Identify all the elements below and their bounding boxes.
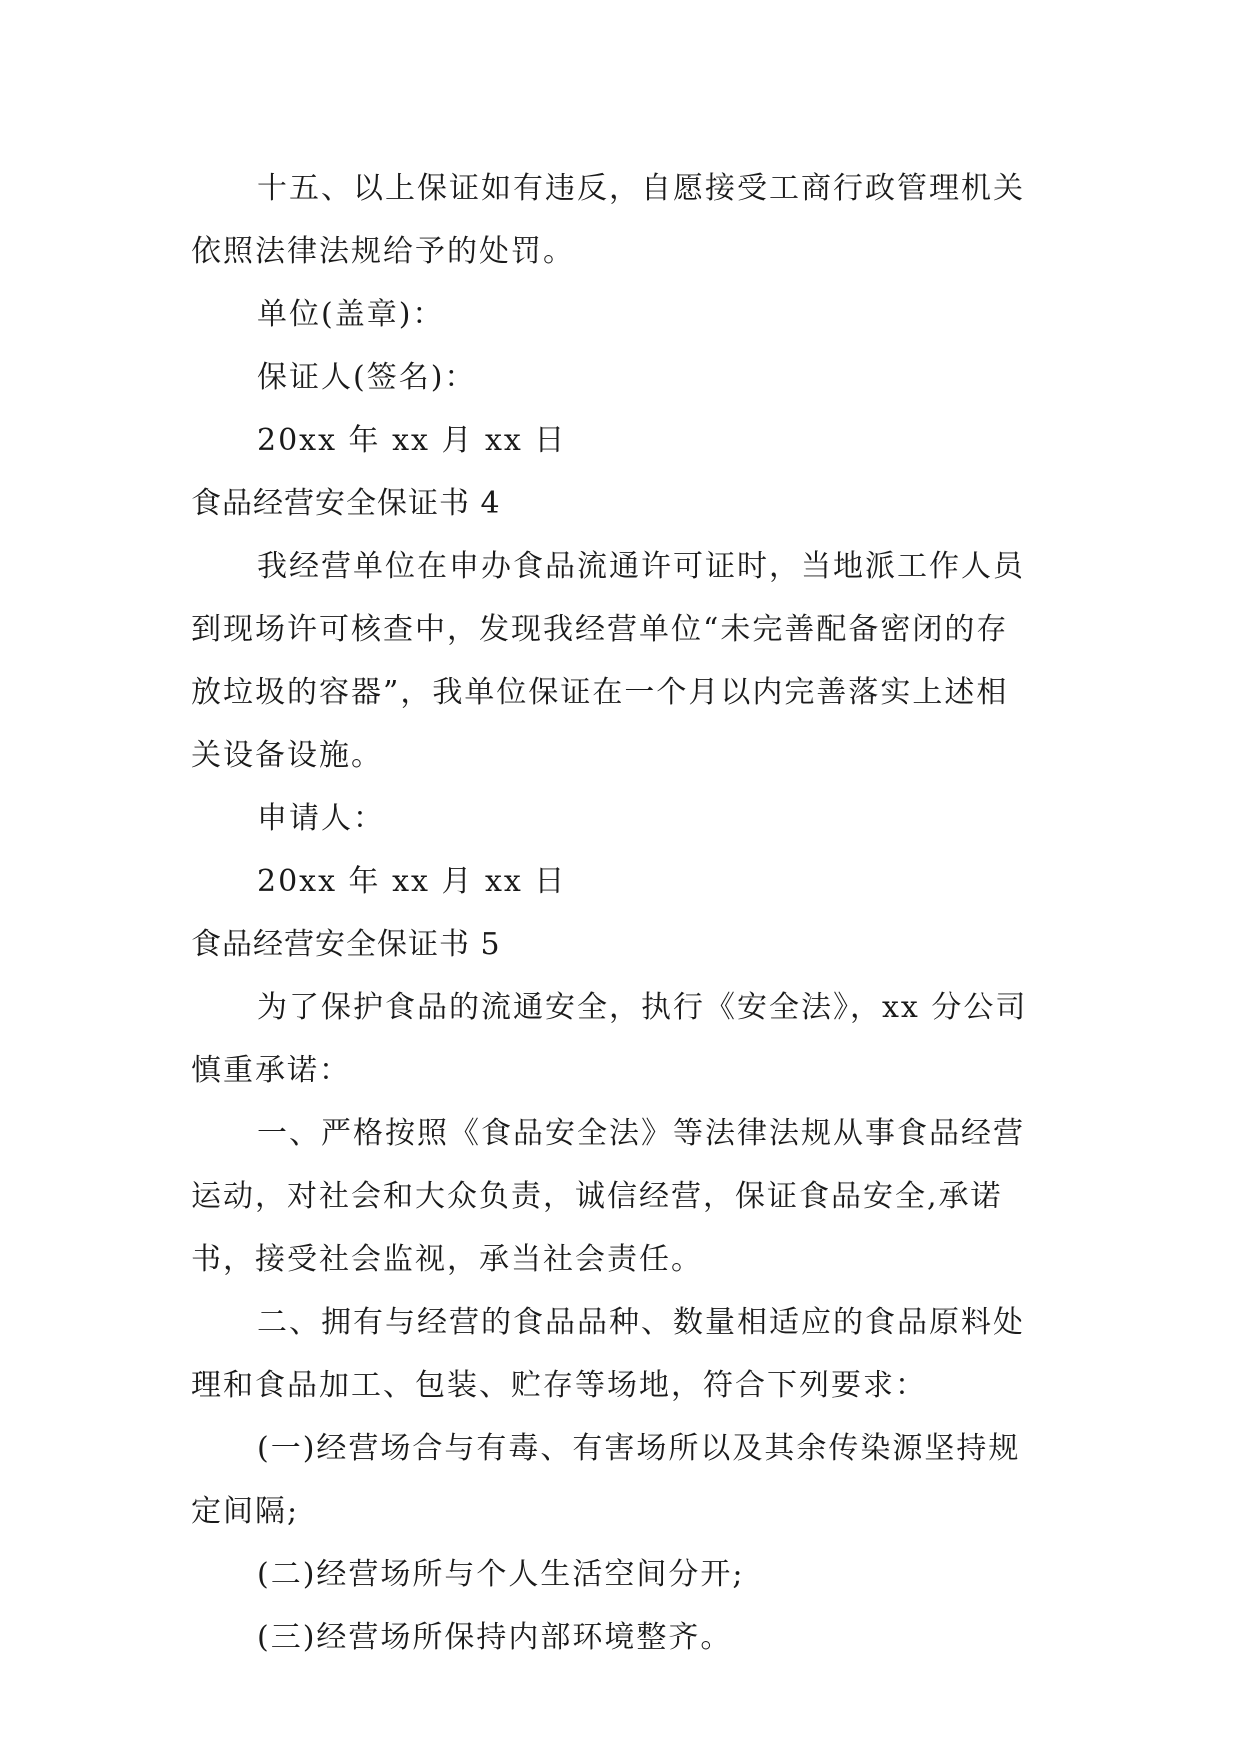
paragraph-line: 十五、以上保证如有违反，自愿接受工商行政管理机关	[257, 171, 1025, 206]
paragraph-line: 关设备设施。	[191, 738, 383, 773]
section-heading-4: 食品经营安全保证书 4	[191, 486, 501, 521]
section-heading-5: 食品经营安全保证书 5	[191, 927, 501, 962]
paragraph-line: 到现场许可核查中，发现我经营单位“未完善配备密闭的存	[191, 612, 1009, 647]
paragraph-line: 依照法律法规给予的处罚。	[191, 234, 575, 269]
document-page	[191, 157, 1051, 1669]
paragraph-line: 运动，对社会和大众负责，诚信经营，保证食品安全,承诺	[191, 1179, 1003, 1214]
paragraph-line: 书，接受社会监视，承当社会责任。	[191, 1242, 703, 1277]
paragraph-line: 理和食品加工、包装、贮存等场地，符合下列要求：	[191, 1368, 927, 1403]
paragraph-line: 我经营单位在申办食品流通许可证时，当地派工作人员	[257, 549, 1025, 584]
date-line: 20xx 年 xx 月 xx 日	[257, 864, 567, 899]
paragraph-line: 放垃圾的容器”，我单位保证在一个月以内完善落实上述相	[191, 675, 1009, 710]
paragraph-line: 慎重承诺：	[191, 1053, 351, 1088]
applicant-label: 申请人：	[257, 801, 385, 836]
list-item: (一)经营场合与有毒、有害场所以及其余传染源坚持规	[257, 1431, 1021, 1466]
paragraph-line: 一、严格按照《食品安全法》等法律法规从事食品经营	[257, 1116, 1025, 1151]
signature-guarantor-label: 保证人(签名)：	[257, 360, 477, 395]
paragraph-line: 为了保护食品的流通安全，执行《安全法》，xx 分公司	[257, 990, 1028, 1025]
signature-unit-label: 单位(盖章)：	[257, 297, 445, 332]
list-item-continuation: 定间隔;	[191, 1494, 300, 1529]
paragraph-line: 二、拥有与经营的食品品种、数量相适应的食品原料处	[257, 1305, 1025, 1340]
list-item: (二)经营场所与个人生活空间分开;	[257, 1557, 745, 1592]
list-item: (三)经营场所保持内部环境整齐。	[257, 1620, 733, 1655]
date-line: 20xx 年 xx 月 xx 日	[257, 423, 567, 458]
